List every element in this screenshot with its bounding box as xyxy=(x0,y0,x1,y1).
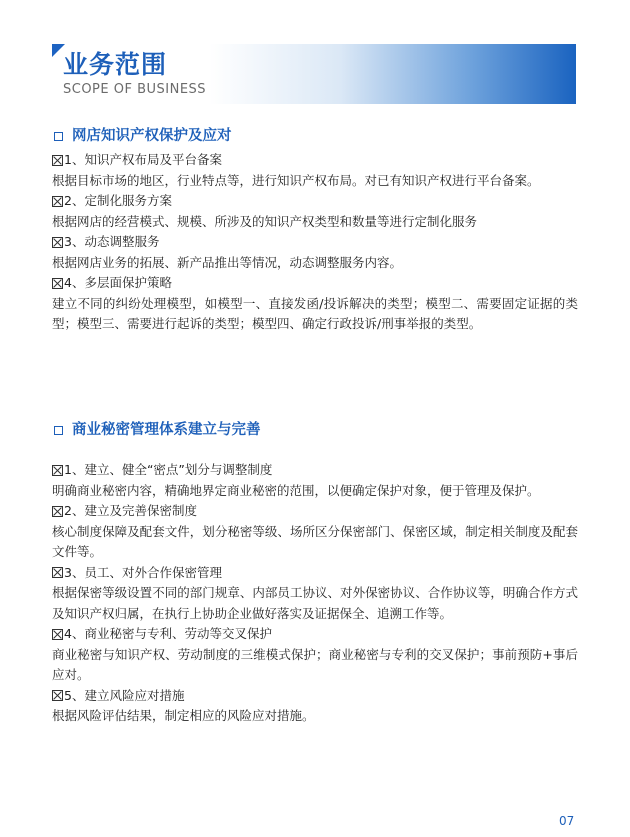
checkbox-x-icon xyxy=(52,506,63,517)
list-item-title: 2、建立及完善保密制度 xyxy=(52,501,578,522)
section-title-online-store xyxy=(54,126,232,146)
list-item-description: 明确商业秘密内容，精确地界定商业秘密的范围，以便确定保护对象，便于管理及保护。 xyxy=(52,482,540,498)
square-bullet-icon xyxy=(54,132,63,141)
list-item-description: 商业秘密与知识产权、劳动制度的三维模式保护；商业秘密与专利的交叉保护；事前预防+事后应对。 xyxy=(52,646,578,682)
section-trade-secrets-content xyxy=(52,460,578,727)
square-bullet-icon xyxy=(54,426,63,435)
list-item-description: 根据风险评估结果，制定相应的风险应对措施。 xyxy=(52,708,315,723)
list-item-description: 核心制度保障及配套文件，划分秘密等级、场所区分保密部门、保密区域，制定相关制度及配套文件等。 xyxy=(52,523,578,559)
section-title-trade-secrets xyxy=(54,420,261,440)
list-item-title: 1、知识产权布局及平台备案 xyxy=(52,150,578,171)
section-title-text: 商业秘密管理体系建立与完善 xyxy=(72,422,261,438)
list-item-title: 2、定制化服务方案 xyxy=(52,191,578,212)
list-item-description: 根据网店的经营模式、规模、所涉及的知识产权类型和数量等进行定制化服务 xyxy=(52,213,478,229)
checkbox-x-icon xyxy=(52,155,63,166)
section-title-text: 网店知识产权保护及应对 xyxy=(72,128,232,144)
checkbox-x-icon xyxy=(52,196,63,207)
list-item-title: 4、商业秘密与专利、劳动等交叉保护 xyxy=(52,624,578,645)
list-item-description: 根据目标市场的地区，行业特点等，进行知识产权布局。对已有知识产权进行平台备案。 xyxy=(52,172,540,188)
list-item-title: 5、建立风险应对措施 xyxy=(52,686,578,707)
list-item-title: 1、建立、健全“密点”划分与调整制度 xyxy=(52,460,578,481)
list-item-title: 3、员工、对外合作保密管理 xyxy=(52,563,578,584)
checkbox-x-icon xyxy=(52,278,63,289)
list-item-description: 建立不同的纠纷处理模型，如模型一、直接发函/投诉解决的类型；模型二、需要固定证据的类型；模型三、需要进行起诉的类型；模型四、确定行政投诉/刑事举报的类型。 xyxy=(52,295,578,331)
checkbox-x-icon xyxy=(52,465,63,476)
page-number: 07 xyxy=(559,814,575,828)
list-item-description: 根据网店业务的拓展、新产品推出等情况，动态调整服务内容。 xyxy=(52,254,403,270)
checkbox-x-icon xyxy=(52,690,63,701)
list-item-title: 4、多层面保护策略 xyxy=(52,273,578,294)
page-title: 业务范围 xyxy=(63,50,168,79)
list-item-description: 根据保密等级设置不同的部门规章、内部员工协议、对外保密协议、合作协议等，明确合作方式及知识产权归属，在执行上协助企业做好落实及证据保全、追溯工作等。 xyxy=(52,585,578,621)
checkbox-x-icon xyxy=(52,237,63,248)
checkbox-x-icon xyxy=(52,567,63,578)
section-online-store-content xyxy=(52,150,578,335)
list-item-title: 3、动态调整服务 xyxy=(52,232,578,253)
checkbox-x-icon xyxy=(52,629,63,640)
page-subtitle: SCOPE OF BUSINESS xyxy=(63,82,207,97)
